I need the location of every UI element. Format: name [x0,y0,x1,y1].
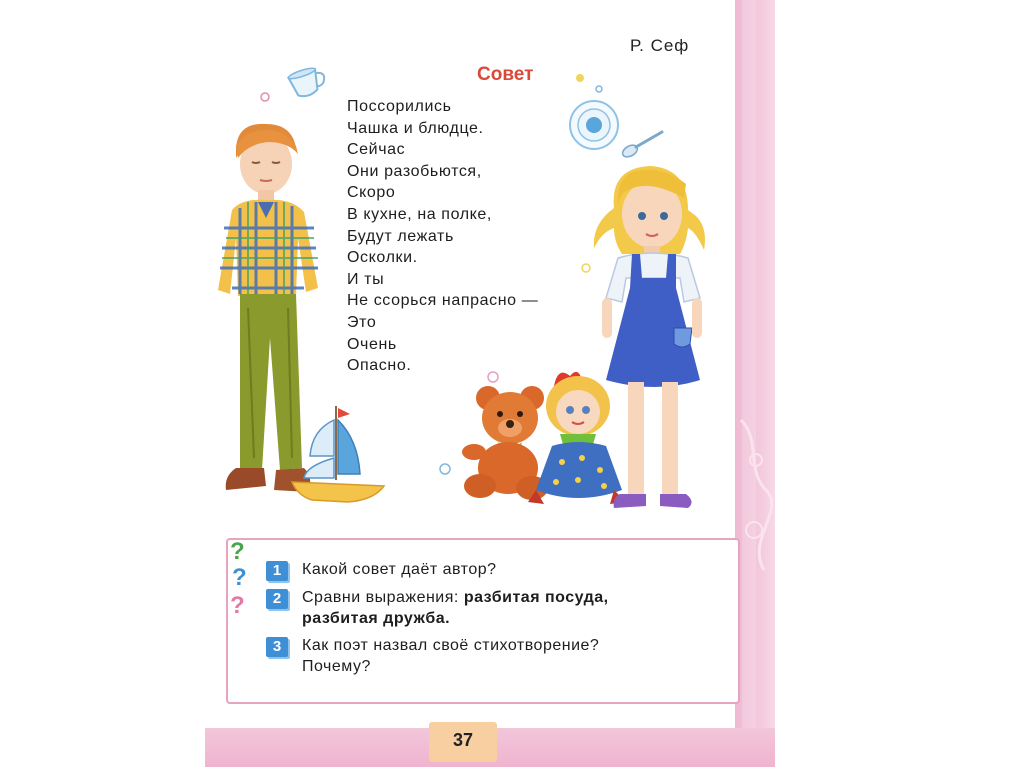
question-text: Какой совет даёт автор? [302,561,497,578]
poem-line: Опасно. [347,357,412,375]
poem-line: Они разобьются, [347,162,482,180]
question-number-badge: 1 [266,561,288,581]
poem-text [347,96,538,377]
author-name: Р. Сеф [630,36,690,55]
question-text-part: Сравни выражения: [302,589,459,606]
girl-illustration [592,158,716,518]
bubble-icon [438,462,452,476]
poem-line: Это [347,313,377,331]
poem-line: В кухне, на полке, [347,205,492,223]
bubble-icon [594,84,604,94]
page-number: 37 [452,730,474,750]
question-text: Как поэт назвал своё стихотворение? [302,637,600,654]
question-text [302,589,609,607]
question-text-continuation: Почему? [302,658,371,675]
poem-line: Скоро [347,184,396,202]
question-marks-icon: ? ? ? [230,538,247,619]
poem-line: Осколки. [347,249,418,267]
poem-line: Сейчас [347,141,406,159]
question-text-bold: разбитая дружба. [302,610,451,627]
question-text-continuation [302,610,450,628]
question-number-badge: 2 [266,589,288,609]
poem-line: Не ссорься напрасно — [347,292,539,310]
poem-line: Будут лежать [347,227,454,245]
poem-line: И ты [347,270,385,288]
pink-side-band-highlight [742,0,756,767]
question-number-badge: 3 [266,637,288,657]
bubble-icon [580,262,592,274]
bubble-icon [258,90,272,104]
poem-title: Совет [477,64,534,85]
poem-line: Очень [347,335,397,353]
plate-icon [567,98,621,152]
question-text-bold: разбитая посуда, [463,589,609,606]
poem-line: Поссорились [347,98,452,115]
poem-line: Чашка и блюдце. [347,119,484,137]
floral-pattern-icon [736,400,776,600]
cup-icon [283,62,333,104]
spoon-icon [620,126,666,160]
bubble-icon [574,72,586,84]
toy-boat-illustration [288,400,388,506]
bubble-icon [486,370,500,384]
